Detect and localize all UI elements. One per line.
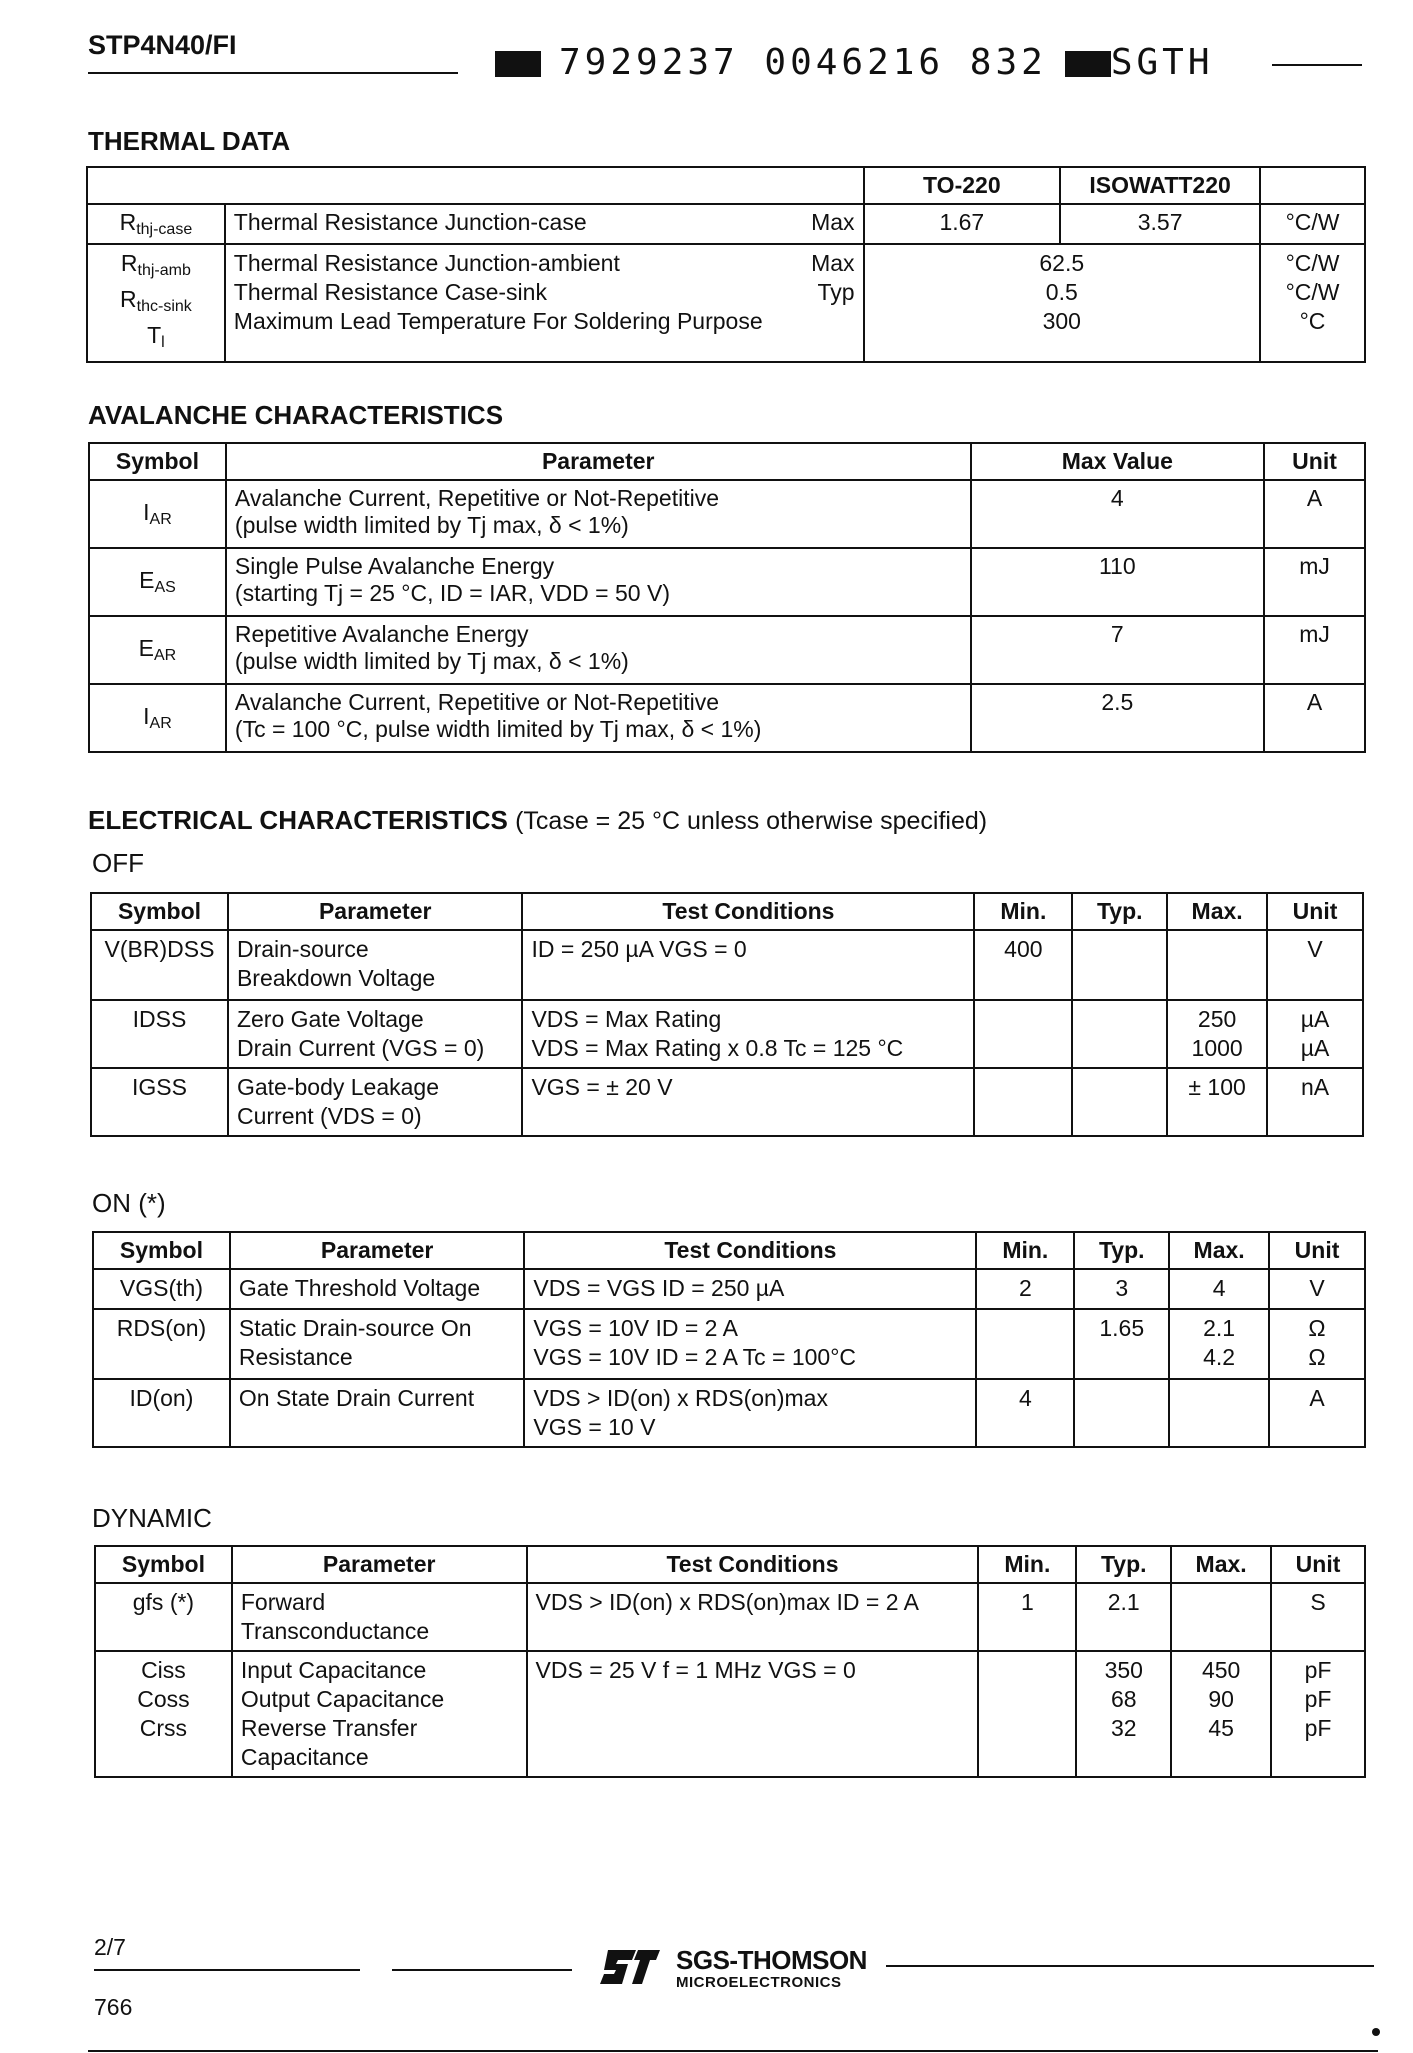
min: 4 [976, 1379, 1074, 1447]
avalanche-title: AVALANCHE CHARACTERISTICS [88, 400, 504, 430]
header-max: Max. [1169, 1232, 1269, 1269]
electrical-note: (Tcase = 25 °C unless otherwise specified) [515, 807, 988, 835]
symbol: ID(on) [93, 1379, 230, 1447]
parameter: Avalanche Current, Repetitive or Not-Repetitive (pulse width limited by Tj max, δ < 1%) [226, 480, 971, 548]
thermal-table [86, 166, 1366, 363]
barcode-block-icon [1065, 51, 1111, 77]
test-conditions: ID = 250 µA VGS = 0 [522, 930, 974, 1000]
max-value: 4 [971, 480, 1265, 548]
parameter: Thermal Resistance Junction-ambient Max Thermal Resistance Case-sink Typ Maximum Lead Temperature For Soldering Purpose [225, 244, 864, 362]
unit: mJ [1264, 616, 1365, 684]
thermal-title: THERMAL DATA [88, 126, 291, 156]
off-title: OFF [92, 848, 144, 878]
header-rule [88, 72, 458, 74]
test-conditions: VDS = VGS ID = 250 µA [524, 1269, 976, 1309]
header-symbol: Symbol [91, 893, 228, 930]
header-test-conditions: Test Conditions [524, 1232, 976, 1269]
header-min: Min. [974, 893, 1072, 930]
table-row [95, 1583, 1365, 1651]
parameter: Repetitive Avalanche Energy (pulse width limited by Tj max, δ < 1%) [226, 616, 971, 684]
symbol: $I_{AR}$ [89, 684, 226, 752]
header-max-value: Max Value [971, 443, 1265, 480]
dynamic-header-row [95, 1546, 1365, 1583]
footer-rule [94, 1969, 360, 1971]
unit: °C/W [1260, 204, 1365, 244]
symbol: IGSS [91, 1068, 228, 1136]
off-header-row [91, 893, 1363, 930]
max [1167, 930, 1267, 1000]
typ [1072, 1068, 1167, 1136]
avalanche-table [88, 442, 1366, 753]
footer-rule [392, 1969, 572, 1971]
unit: Ω Ω [1269, 1309, 1365, 1379]
on-header-row [93, 1232, 1365, 1269]
unit: °C/W °C/W °C [1260, 244, 1365, 362]
symbol: gfs (*) [95, 1583, 232, 1651]
max: ± 100 [1167, 1068, 1267, 1136]
header-typ: Typ. [1072, 893, 1167, 930]
parameter: Gate-body Leakage Current (VDS = 0) [228, 1068, 522, 1136]
on-rows [93, 1269, 1365, 1447]
off-table [90, 892, 1364, 1137]
header-parameter: Parameter [228, 893, 522, 930]
min: 1 [978, 1583, 1076, 1651]
header-min: Min. [978, 1546, 1076, 1583]
barcode-block-icon [495, 51, 541, 77]
header-symbol: Symbol [89, 443, 226, 480]
unit: µA µA [1267, 1000, 1363, 1068]
max-value: 110 [971, 548, 1265, 616]
parameter: Single Pulse Avalanche Energy (starting Tj = 25 °C, ID = IAR, VDD = 50 V) [226, 548, 971, 616]
table-row [91, 930, 1363, 1000]
header-parameter: Parameter [232, 1546, 527, 1583]
unit: V [1269, 1269, 1365, 1309]
table-row [89, 684, 1365, 752]
symbol: RDS(on) [93, 1309, 230, 1379]
header-test-conditions: Test Conditions [522, 893, 974, 930]
test-conditions: VDS = 25 V f = 1 MHz VGS = 0 [527, 1651, 979, 1777]
unit: mJ [1264, 548, 1365, 616]
dynamic-title: DYNAMIC [92, 1503, 212, 1533]
unit: pF pF pF [1271, 1651, 1365, 1777]
max: 2.1 4.2 [1169, 1309, 1269, 1379]
barcode [495, 42, 1214, 83]
unit: S [1271, 1583, 1365, 1651]
unit: V [1267, 930, 1363, 1000]
parameter: On State Drain Current [230, 1379, 524, 1447]
header-symbol: Symbol [93, 1232, 230, 1269]
header-parameter: Parameter [226, 443, 971, 480]
parameter: Zero Gate Voltage Drain Current (VGS = 0) [228, 1000, 522, 1068]
header-typ: Typ. [1074, 1232, 1169, 1269]
typ [1072, 1000, 1167, 1068]
min [974, 1068, 1072, 1136]
table-row [89, 480, 1365, 548]
bullet-dot-icon [1372, 2028, 1380, 2036]
col-isowatt: ISOWATT220 [1060, 167, 1260, 204]
typ [1072, 930, 1167, 1000]
header-parameter: Parameter [230, 1232, 524, 1269]
dynamic-rows [95, 1583, 1365, 1777]
symbol: $E_{AS}$ [89, 548, 226, 616]
min [974, 1000, 1072, 1068]
table-row [91, 1000, 1363, 1068]
max [1169, 1379, 1269, 1447]
page-indicator: 2/7 [94, 1934, 126, 1960]
header-min: Min. [976, 1232, 1074, 1269]
parameter: Forward Transconductance [232, 1583, 527, 1651]
dynamic-table [94, 1545, 1366, 1778]
barcode-suffix: SGTH [1110, 42, 1214, 83]
brand-name: SGS-THOMSON [676, 1945, 867, 1975]
header-unit: Unit [1267, 893, 1363, 930]
typ: 350 68 32 [1076, 1651, 1171, 1777]
typ: 2.1 [1076, 1583, 1171, 1651]
table-row [93, 1269, 1365, 1309]
header-unit: Unit [1264, 443, 1365, 480]
min: 2 [976, 1269, 1074, 1309]
max: 450 90 45 [1171, 1651, 1271, 1777]
on-title: ON (*) [92, 1188, 166, 1218]
test-conditions: VDS > ID(on) x RDS(on)max VGS = 10 V [524, 1379, 976, 1447]
table-row [95, 1651, 1365, 1777]
value-to220: 1.67 [864, 204, 1061, 244]
unit: A [1264, 684, 1365, 752]
header-typ: Typ. [1076, 1546, 1171, 1583]
electrical-title: ELECTRICAL CHARACTERISTICS (Tcase = 25 °C unless otherwise specified) [88, 805, 988, 835]
table-row [87, 204, 1365, 244]
header-test-conditions: Test Conditions [527, 1546, 979, 1583]
unit: A [1264, 480, 1365, 548]
brand-subtitle: MICROELECTRONICS [676, 1974, 842, 1991]
footer-rule [886, 1965, 1374, 1967]
parameter: Input Capacitance Output Capacitance Reverse Transfer Capacitance [232, 1651, 527, 1777]
off-rows [91, 930, 1363, 1136]
symbol: IDSS [91, 1000, 228, 1068]
parameter: Static Drain-source On Resistance [230, 1309, 524, 1379]
min: 400 [974, 930, 1072, 1000]
symbol: $I_{AR}$ [89, 480, 226, 548]
symbol: Ciss Coss Crss [95, 1651, 232, 1777]
table-row [89, 548, 1365, 616]
typ: 3 [1074, 1269, 1169, 1309]
max-value: 7 [971, 616, 1265, 684]
unit: A [1269, 1379, 1365, 1447]
parameter: Avalanche Current, Repetitive or Not-Repetitive (Tc = 100 °C, pulse width limited by Tj max, δ < 1%) [226, 684, 971, 752]
header-max: Max. [1171, 1546, 1271, 1583]
unit: nA [1267, 1068, 1363, 1136]
table-row [91, 1068, 1363, 1136]
avalanche-header-row [89, 443, 1365, 480]
value: 62.5 0.5 300 [864, 244, 1261, 362]
header-rule-right [1272, 64, 1362, 66]
symbol: $R_{thj-amb}$ $R_{thc-sink}$ $T_l$ [87, 244, 225, 362]
max: 250 1000 [1167, 1000, 1267, 1068]
test-conditions: VGS = ± 20 V [522, 1068, 974, 1136]
test-conditions: VGS = 10V ID = 2 A VGS = 10V ID = 2 A Tc = 100°C [524, 1309, 976, 1379]
value-isowatt: 3.57 [1060, 204, 1260, 244]
table-row [89, 616, 1365, 684]
min [978, 1651, 1076, 1777]
col-to220: TO-220 [864, 167, 1061, 204]
bottom-rule [88, 2050, 1378, 2052]
max [1171, 1583, 1271, 1651]
on-table [92, 1231, 1366, 1448]
symbol: $E_{AR}$ [89, 616, 226, 684]
table-row [87, 244, 1365, 362]
parameter: Thermal Resistance Junction-case Max [225, 204, 864, 244]
page-number: 766 [94, 1994, 133, 2020]
barcode-text: 7929237 0046216 832 [559, 42, 1047, 83]
table-row [93, 1309, 1365, 1379]
part-number: STP4N40/FI [88, 30, 237, 60]
max-value: 2.5 [971, 684, 1265, 752]
symbol: VGS(th) [93, 1269, 230, 1309]
parameter: Gate Threshold Voltage [230, 1269, 524, 1309]
min [976, 1309, 1074, 1379]
header-unit: Unit [1269, 1232, 1365, 1269]
st-logo-icon [600, 1946, 660, 1988]
parameter: Drain-source Breakdown Voltage [228, 930, 522, 1000]
typ: 1.65 [1074, 1309, 1169, 1379]
symbol: V(BR)DSS [91, 930, 228, 1000]
max: 4 [1169, 1269, 1269, 1309]
test-conditions: VDS > ID(on) x RDS(on)max ID = 2 A [527, 1583, 979, 1651]
symbol: $R_{thj-case}$ [87, 204, 225, 244]
header-max: Max. [1167, 893, 1267, 930]
test-conditions: VDS = Max Rating VDS = Max Rating x 0.8 Tc = 125 °C [522, 1000, 974, 1068]
table-row [93, 1379, 1365, 1447]
typ [1074, 1379, 1169, 1447]
header-unit: Unit [1271, 1546, 1365, 1583]
thermal-header-row [87, 167, 1365, 204]
header-symbol: Symbol [95, 1546, 232, 1583]
